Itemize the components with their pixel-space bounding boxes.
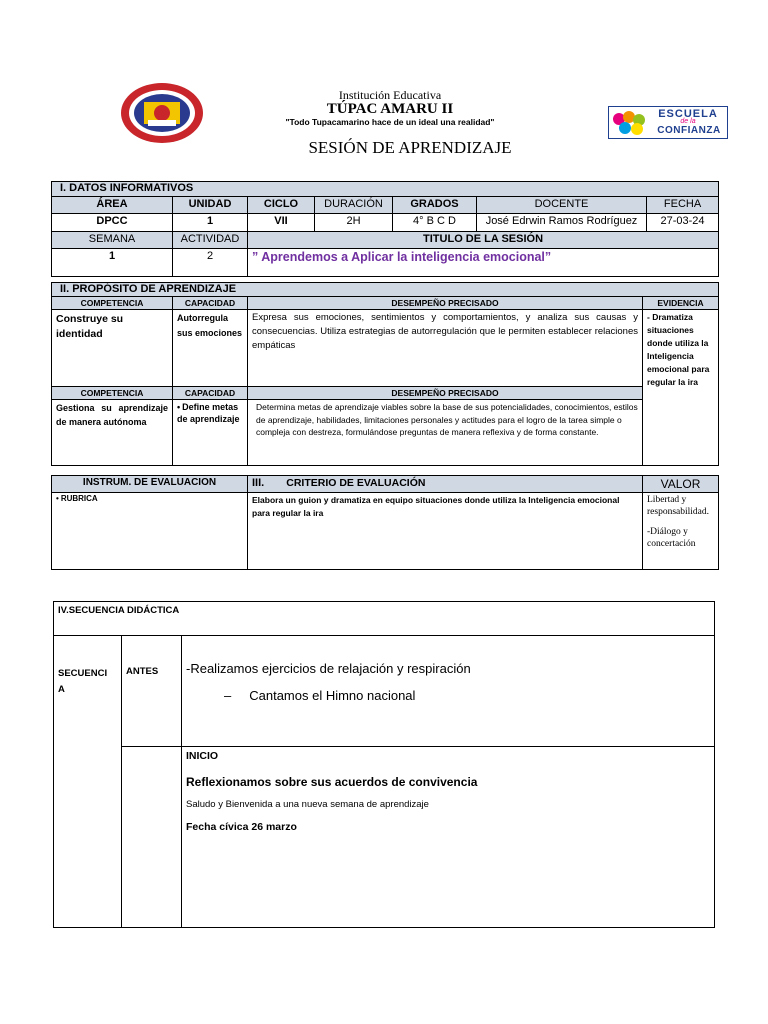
antes-content bbox=[182, 636, 715, 747]
header-criterio bbox=[248, 476, 643, 493]
inicio-title: Reflexionamos sobre sus acuerdos de convivencia bbox=[186, 775, 478, 789]
school-motto: "Todo Tupacamarino hace de un ideal una realidad" bbox=[285, 117, 495, 127]
valor-2: -Diálogo y concertación bbox=[647, 527, 696, 549]
desempeno-2: Determina metas de aprendizaje viables sobre la base de sus potencialidades, conocimientos, estilos de aprendizaje, habilidades, limitaciones personales y actitudes para el logro de la tarea simple o compleja con destreza, formulándose preguntas de manera reflexiva y de forma constante. bbox=[248, 400, 643, 466]
secuencia-label-text: SECUENCIA bbox=[58, 668, 108, 695]
value-ciclo: VII bbox=[248, 214, 315, 232]
header-duracion: DURACIÓN bbox=[315, 197, 393, 214]
inicio-empty-cell bbox=[122, 747, 182, 928]
logo-text-escuela: ESCUELA bbox=[658, 108, 718, 120]
header-titulo-sesion: TITULO DE LA SESIÓN bbox=[248, 232, 719, 249]
institution-label: Institución Educativa bbox=[338, 88, 442, 102]
section-num-iii: III. bbox=[252, 477, 265, 489]
competencia-2: Gestiona su aprendizaje de manera autónoma bbox=[52, 400, 173, 466]
section-datos-informativos: I. DATOS INFORMATIVOS bbox=[52, 182, 719, 197]
header-docente: DOCENTE bbox=[477, 197, 647, 214]
header-grados: GRADOS bbox=[393, 197, 477, 214]
inicio-label: INICIO bbox=[186, 750, 219, 762]
secuencia-label bbox=[54, 636, 122, 928]
session-title: ” Aprendemos a Aplicar la inteligencia emocional” bbox=[248, 249, 719, 277]
value-duracion: 2H bbox=[315, 214, 393, 232]
header-competencia-1: COMPETENCIA bbox=[52, 297, 173, 310]
value-actividad: 2 bbox=[173, 249, 248, 277]
value-docente: José Edrwin Ramos Rodríguez bbox=[477, 214, 647, 232]
value-fecha: 27-03-24 bbox=[647, 214, 719, 232]
valor-1: Libertad y responsabilidad. bbox=[647, 495, 710, 517]
header-fecha: FECHA bbox=[647, 197, 719, 214]
inicio-text: Saludo y Bienvenida a una nueva semana de aprendizaje bbox=[186, 799, 429, 810]
inicio-content bbox=[182, 747, 715, 928]
inicio-fecha: Fecha cívica 26 marzo bbox=[186, 821, 297, 833]
header-actividad: ACTIVIDAD bbox=[173, 232, 248, 249]
instrumento-value bbox=[52, 493, 248, 570]
section-secuencia: IV.SECUENCIA DIDÁCTICA bbox=[54, 602, 715, 636]
header-desempeno-1: DESEMPEÑO PRECISADO bbox=[248, 297, 643, 310]
logo-text-dela: de la bbox=[680, 118, 696, 125]
criterio-label: CRITERIO DE EVALUACIÓN bbox=[286, 477, 426, 489]
logo-text-confianza: CONFIANZA bbox=[657, 125, 721, 136]
header-semana: SEMANA bbox=[52, 232, 173, 249]
instrumento-text: RUBRICA bbox=[60, 494, 98, 503]
header-competencia-2: COMPETENCIA bbox=[52, 387, 173, 400]
value-area: DPCC bbox=[52, 214, 173, 232]
competencia-1: Construye su identidad bbox=[52, 310, 173, 387]
value-unidad: 1 bbox=[173, 214, 248, 232]
capacidad-2 bbox=[173, 400, 248, 466]
valor-value bbox=[643, 493, 719, 570]
evidencia: - Dramatiza situaciones donde utiliza la Inteligencia emocional para regular la ira bbox=[643, 310, 719, 466]
session-info-table bbox=[51, 181, 719, 277]
page-title: SESIÓN DE APRENDIZAJE bbox=[308, 138, 512, 157]
criterio-text-b: utiliza la Inteligencia emocional para regular la ira bbox=[252, 495, 620, 518]
header-instrumento: INSTRUM. DE EVALUACION bbox=[52, 476, 248, 493]
section-proposito: II. PROPÓSITO DE APRENDIZAJE bbox=[52, 283, 719, 297]
header-unidad: UNIDAD bbox=[173, 197, 248, 214]
antes-label: ANTES bbox=[122, 636, 182, 747]
school-logo bbox=[120, 82, 204, 144]
value-grados: 4° B C D bbox=[393, 214, 477, 232]
header-capacidad-2: CAPACIDAD bbox=[173, 387, 248, 400]
dash-bullet: – bbox=[224, 688, 232, 703]
header-evidencia: EVIDENCIA bbox=[643, 297, 719, 310]
capacidad-2-text: Define metas de aprendizaje bbox=[177, 402, 240, 424]
evaluacion-table bbox=[51, 475, 719, 570]
criterio-value bbox=[248, 493, 643, 570]
header-area: ÁREA bbox=[52, 197, 173, 214]
desempeno-1: Expresa sus emociones, sentimientos y comportamientos, y analiza sus causas y consecuencias. Utiliza estrategias de autorregulación que le permiten establecer relaciones empáticas bbox=[248, 310, 643, 387]
header-capacidad-1: CAPACIDAD bbox=[173, 297, 248, 310]
header-desempeno-2: DESEMPEÑO PRECISADO bbox=[248, 387, 643, 400]
antes-item-1: -Realizamos ejercicios de relajación y respiración bbox=[186, 661, 471, 676]
header-ciclo: CICLO bbox=[248, 197, 315, 214]
escuela-confianza-logo bbox=[608, 106, 728, 139]
criterio-text-a: Elabora un guion y dramatiza en equipo situaciones donde bbox=[252, 495, 493, 505]
antes-item-2-text: Cantamos el Himno nacional bbox=[249, 688, 416, 703]
antes-item-2 bbox=[186, 688, 710, 703]
school-name: TÚPAC AMARU II bbox=[326, 101, 454, 117]
secuencia-table bbox=[53, 601, 715, 928]
proposito-table bbox=[51, 282, 719, 466]
header-valor: VALOR bbox=[643, 476, 719, 493]
value-semana: 1 bbox=[52, 249, 173, 277]
capacidad-1: Autorregula sus emociones bbox=[173, 310, 248, 387]
